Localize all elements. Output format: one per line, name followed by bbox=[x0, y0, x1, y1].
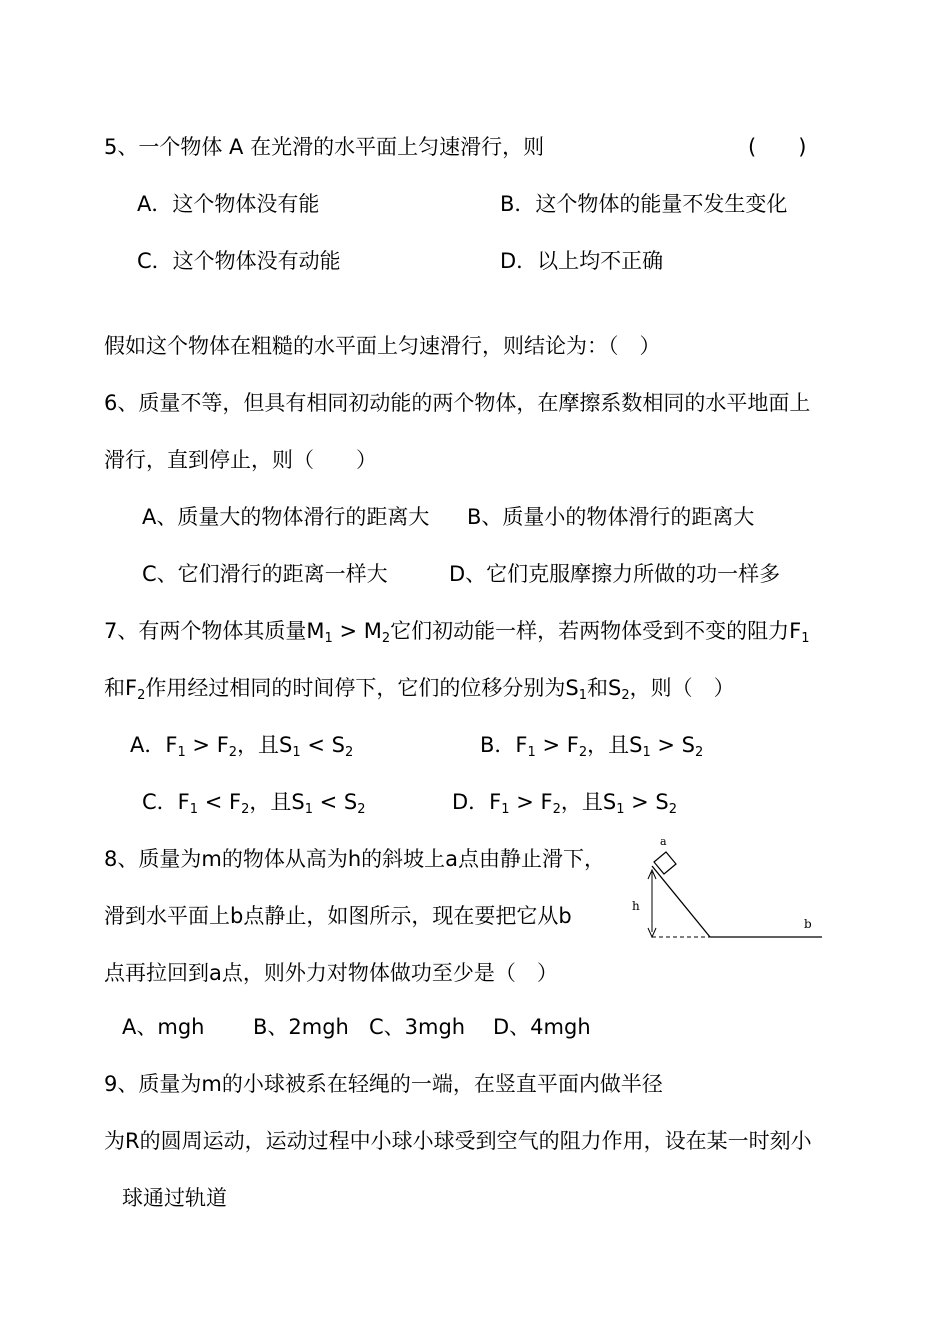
q6-stem-line2: 滑行，直到停止，则（ ） bbox=[104, 448, 377, 472]
q7-option-d: D．$F_1 > F_2$，且$S_1 > S_2$ bbox=[452, 790, 678, 817]
q9-stem-line2: 为R的圆周运动，运动过程中小球小球受到空气的阻力作用，设在某一时刻小 bbox=[104, 1129, 812, 1153]
q8-option-c: C、3mgh bbox=[369, 1015, 466, 1039]
q8-stem-line2: 滑到水平面上b点静止，如图所示，现在要把它从b bbox=[104, 904, 572, 928]
q5-option-d: D．以上均不正确 bbox=[500, 249, 664, 273]
q6-option-a: A、质量大的物体滑行的距离大 bbox=[142, 505, 430, 529]
q8-stem-line3: 点再拉回到a点，则外力对物体做功至少是（ ） bbox=[104, 961, 558, 985]
incline-diagram bbox=[630, 832, 830, 947]
q8-option-b: B、2mgh bbox=[253, 1015, 349, 1039]
q9-stem-line3: 球通过轨道 bbox=[122, 1186, 227, 1210]
q6-option-b: B、质量小的物体滑行的距离大 bbox=[467, 505, 755, 529]
q6-option-d: D、它们克服摩擦力所做的功一样多 bbox=[449, 562, 781, 586]
figure-label-a: a bbox=[660, 835, 667, 848]
block-shape bbox=[654, 852, 676, 874]
q7-option-b: B．$F_1 > F_2$，且$S_1 > S_2$ bbox=[480, 733, 704, 760]
q7-option-a: A．$F_1 > F_2$，且$S_1 < S_2$ bbox=[130, 733, 354, 760]
q5-option-c: C．这个物体没有动能 bbox=[137, 249, 341, 273]
q5-answer-paren: ( ) bbox=[748, 135, 807, 159]
q9-stem-line1: 9、质量为m的小球被系在轻绳的一端，在竖直平面内做半径 bbox=[104, 1072, 663, 1096]
q7-stem-line1: 7、有两个物体其质量$M_1 > M_2$它们初动能一样，若两物体受到不变的阻力$F_1$ bbox=[104, 619, 810, 646]
q8-option-d: D、4mgh bbox=[493, 1015, 591, 1039]
figure-label-b: b bbox=[804, 917, 812, 931]
q7-option-c: C．$F_1 < F_2$，且$S_1 < S_2$ bbox=[142, 790, 366, 817]
q5-option-b: B．这个物体的能量不发生变化 bbox=[500, 192, 788, 216]
q7-stem-line2: 和$F_2$作用经过相同的时间停下，它们的位移分别为$S_1$和$S_2$，则（ ） bbox=[104, 676, 735, 703]
figure-label-h: h bbox=[632, 899, 640, 913]
q8-option-a: A、mgh bbox=[122, 1015, 205, 1039]
q5-followup: 假如这个物体在粗糙的水平面上匀速滑行，则结论为：（ ） bbox=[104, 334, 661, 358]
q6-option-c: C、它们滑行的距离一样大 bbox=[142, 562, 388, 586]
q5-option-a: A．这个物体没有能 bbox=[137, 192, 320, 216]
slope-line bbox=[652, 866, 710, 937]
q5-stem: 5、一个物体 A 在光滑的水平面上匀速滑行，则 bbox=[104, 135, 545, 159]
q6-stem-line1: 6、质量不等，但具有相同初动能的两个物体，在摩擦系数相同的水平地面上 bbox=[104, 391, 811, 415]
q8-stem-line1: 8、质量为m的物体从高为h的斜坡上a点由静止滑下， bbox=[104, 847, 605, 871]
